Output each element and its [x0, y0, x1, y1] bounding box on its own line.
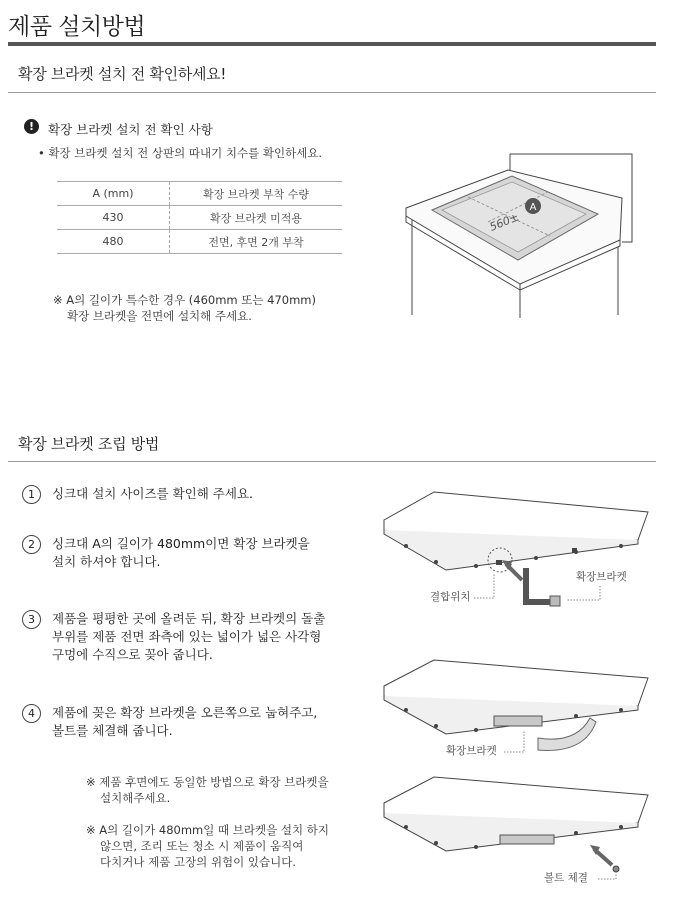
special-case-note-line1: ※ A의 길이가 특수한 경우 (460mm 또는 470mm) — [53, 293, 316, 307]
step-2 — [22, 535, 402, 575]
risk-warning-note — [86, 822, 329, 870]
special-case-note — [53, 292, 316, 324]
rear-install-note — [86, 774, 329, 806]
note-line: ※ A의 길이가 480mm일 때 브라켓을 설치 하지 — [86, 823, 329, 837]
joint-position-label: 결합위치 — [430, 591, 471, 603]
step-text-line: 부위를 제품 전면 좌측에 있는 넓이가 넓은 사각형 — [52, 629, 322, 644]
warning-icon: ! — [24, 119, 39, 134]
step-text-line: 싱크대 A의 길이가 480mm이면 확장 브라켓을 — [52, 536, 310, 551]
bracket-rotate-diagram — [376, 658, 656, 768]
bolt-icon — [613, 866, 619, 872]
bracket-label: 확장브라켓 — [576, 571, 627, 583]
bracket-label: 확장브라켓 — [446, 745, 497, 757]
section2-title: 확장 브라켓 조립 방법 — [18, 435, 160, 453]
note-line: ※ 제품 후면에도 동일한 방법으로 확장 브라켓을 — [86, 775, 329, 789]
special-case-note-line2: 확장 브라켓을 전면에 설치해 주세요. — [67, 309, 252, 323]
marker-a-label: A — [529, 202, 537, 213]
step-3 — [22, 610, 402, 668]
page-title: 제품 설치방법 — [8, 14, 146, 40]
note-line: 설치해주세요. — [100, 791, 171, 805]
note-line: 다치거나 제품 고장의 위험이 있습니다. — [100, 855, 297, 869]
step-text — [52, 535, 392, 571]
table-cell: 430 — [57, 206, 170, 230]
table-row — [57, 230, 342, 254]
step-text — [52, 610, 392, 664]
bracket-spec-table — [57, 181, 342, 254]
section1-title: 확장 브라켓 설치 전 확인하세요! — [18, 65, 227, 83]
step-text: 싱크대 설치 사이즈를 확인해 주세요. — [52, 486, 253, 501]
section2-divider — [8, 461, 656, 462]
table-cell: 확장 브라켓 미적용 — [170, 206, 343, 230]
step-1 — [22, 485, 402, 505]
table-row — [57, 206, 342, 230]
note-line: 않으면, 조리 또는 청소 시 제품이 움직여 — [100, 839, 304, 853]
table-cell: 480 — [57, 230, 170, 254]
table-cell: 전면, 후면 2개 부착 — [170, 230, 343, 254]
step-number: 4 — [22, 704, 41, 723]
step-number: 3 — [22, 610, 41, 629]
step-number: 2 — [22, 535, 41, 554]
step-text — [52, 704, 392, 740]
step-number: 1 — [22, 485, 41, 504]
step-text-line: 제품에 꽂은 확장 브라켓을 오른쪽으로 눕혀주고, — [52, 705, 318, 720]
bolt-fasten-diagram — [376, 775, 656, 890]
note-bullet: • 확장 브라켓 설치 전 상판의 따내기 치수를 확인하세요. — [38, 146, 323, 160]
cutout-dimension-label: 560± — [487, 210, 521, 234]
section1-divider — [8, 92, 656, 93]
note-title: 확장 브라켓 설치 전 확인 사항 — [48, 122, 213, 137]
step-text-line: 제품을 평평한 곳에 올려둔 뒤, 확장 브라켓의 돌출 — [52, 611, 326, 626]
bolt-label: 볼트 체결 — [544, 872, 588, 884]
countertop-cutout-diagram — [400, 150, 640, 320]
step-text-line: 볼트를 체결해 줍니다. — [52, 723, 173, 738]
step-text-line: 구멍에 수직으로 꽂아 줍니다. — [52, 647, 213, 662]
table-header-cell: A (mm) — [57, 182, 170, 206]
title-divider — [8, 42, 656, 46]
table-header-row — [57, 182, 342, 206]
bracket-insert-diagram — [376, 490, 656, 610]
step-text-line: 설치 하셔야 합니다. — [52, 554, 161, 569]
table-header-cell: 확장 브라켓 부착 수량 — [170, 182, 343, 206]
step-4 — [22, 704, 402, 744]
